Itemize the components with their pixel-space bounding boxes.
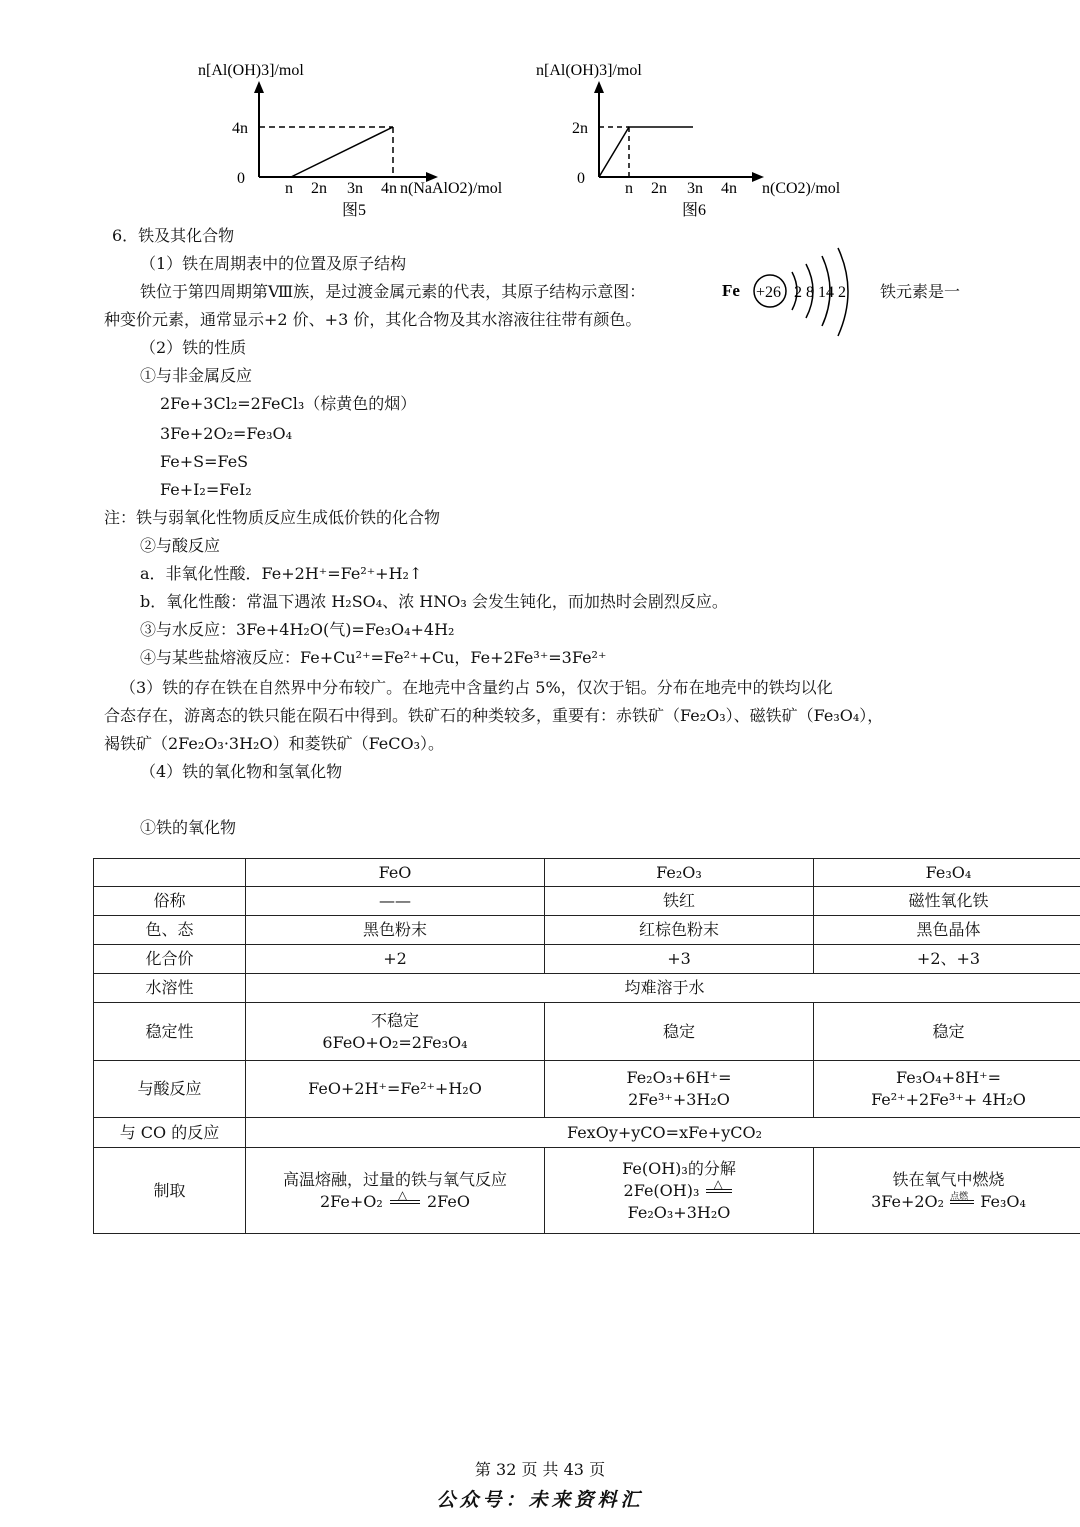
header-cell-feo: FeO xyxy=(246,859,545,887)
reaction-fe-o2: 3Fe+2O₂=Fe₃O₄ xyxy=(160,424,293,443)
table-cell: +2、+3 xyxy=(814,945,1080,974)
eq-left: 3Fe+2O₂ xyxy=(871,1191,945,1211)
row-label: 稳定性 xyxy=(94,1003,246,1061)
subsection-2-title: （2）铁的性质 xyxy=(140,338,247,357)
header-cell-empty xyxy=(94,859,246,887)
fig5-ylabel: n[Al(OH)3]/mol xyxy=(198,62,304,79)
cell-line: Fe₃O₄+8H⁺= xyxy=(895,1068,1002,1087)
header-cell-fe2o3: Fe₂O₃ xyxy=(545,859,814,887)
fig5-xtick-2: 2n xyxy=(311,180,327,197)
fig6-series-line xyxy=(599,127,693,177)
table-cell: 黑色晶体 xyxy=(814,916,1080,945)
cell-line: 6FeO+O₂=2Fe₃O₄ xyxy=(322,1032,468,1052)
cell-line: 铁在氧气中燃烧 xyxy=(892,1169,1005,1189)
table-title-iron-oxides: ①铁的氧化物 xyxy=(140,818,237,837)
ignite-label: 点燃 xyxy=(950,1192,969,1202)
item-4-salt: ④与某些盐熔液反应：Fe+Cu²⁺=Fe²⁺+Cu，Fe+2Fe³⁺=3Fe²⁺ xyxy=(140,648,607,667)
cell-line: Fe₂O₃+3H₂O xyxy=(627,1202,731,1222)
table-cell: 稳定 xyxy=(545,1003,814,1061)
fig5-xtick-3: 3n xyxy=(347,180,363,197)
eq-left: 2Fe(OH)₃ xyxy=(623,1180,700,1200)
table-row-common-name xyxy=(94,887,1080,916)
row-label: 色、态 xyxy=(94,916,246,945)
fig5-series-line xyxy=(291,127,393,177)
heat-condition-sign xyxy=(388,1188,422,1208)
table-cell: —— xyxy=(246,887,545,916)
table-cell: 稳定 xyxy=(814,1003,1080,1061)
item-2-acid: ②与酸反应 xyxy=(140,536,221,555)
table-row-valence xyxy=(94,945,1080,974)
table-cell: 黑色粉末 xyxy=(246,916,545,945)
table-cell: FeO+2H⁺=Fe²⁺+H₂O xyxy=(246,1061,545,1118)
para-1-line-b: 铁元素是一 xyxy=(880,282,961,301)
table-cell xyxy=(246,1148,545,1234)
subsection-3-line-b: 合态存在，游离态的铁只能在陨石中得到。铁矿石的种类较多，重要有：赤铁矿（Fe₂O₃）、磁铁矿（Fe₃O₄）， xyxy=(104,706,884,725)
cell-line xyxy=(250,1188,540,1213)
subsection-1-title: （1）铁在周期表中的位置及原子结构 xyxy=(140,254,407,273)
figure-5-chart xyxy=(190,55,550,225)
table-header-row xyxy=(94,859,1080,887)
table-cell xyxy=(814,1148,1080,1234)
fig5-xtick-1: n xyxy=(285,180,293,197)
fig5-xlabel: n(NaAlO2)/mol xyxy=(400,180,503,197)
fig5-title: 图5 xyxy=(342,202,367,219)
page-number: 第 32 页 共 43 页 xyxy=(474,1460,606,1479)
reaction-fe-s: Fe+S=FeS xyxy=(160,452,249,471)
row-label: 制取 xyxy=(94,1148,246,1234)
subsection-3-line-c: 褐铁矿（2Fe₂O₃·3H₂O）和菱铁矿（FeCO₃）。 xyxy=(104,734,445,753)
fig6-ylabel: n[Al(OH)3]/mol xyxy=(536,62,642,79)
fig5-xtick-4: 4n xyxy=(381,180,397,197)
fig6-xtick-3: 3n xyxy=(687,180,703,197)
fig6-xtick-2: 2n xyxy=(651,180,667,197)
table-cell xyxy=(545,1061,814,1118)
fig6-xtick-1: n xyxy=(625,180,633,197)
cell-line: Fe₂O₃+6H⁺= xyxy=(626,1068,732,1087)
cell-line: 2Fe³⁺+3H₂O xyxy=(628,1090,730,1109)
fig6-xtick-4: 4n xyxy=(721,180,737,197)
cell-line xyxy=(549,1177,809,1202)
table-cell: 均难溶于水 xyxy=(246,974,1080,1003)
heat-triangle-icon: △ xyxy=(397,1188,408,1202)
fig6-ytick-0: 0 xyxy=(577,170,585,187)
table-cell: 红棕色粉末 xyxy=(545,916,814,945)
table-cell: 磁性氧化铁 xyxy=(814,887,1080,916)
fe-atom-structure-diagram xyxy=(718,244,868,340)
cell-line xyxy=(818,1191,1079,1213)
section-6-heading: 6．铁及其化合物 xyxy=(112,226,235,245)
table-row-color-state xyxy=(94,916,1080,945)
iron-oxides-table xyxy=(93,858,1080,1234)
atom-electron-shells: 2 8 14 2 xyxy=(794,284,846,301)
table-row-acid-reaction xyxy=(94,1061,1080,1118)
cell-line: Fe(OH)₃的分解 xyxy=(622,1158,736,1178)
table-cell xyxy=(545,1148,814,1234)
fig6-xlabel: n(CO2)/mol xyxy=(762,180,841,197)
cell-line: Fe²⁺+2Fe³⁺+ 4H₂O xyxy=(871,1090,1026,1109)
heat-condition-sign xyxy=(704,1177,734,1197)
table-row-stability xyxy=(94,1003,1080,1061)
table-row-co-reaction xyxy=(94,1118,1080,1148)
reaction-fe-i2: Fe+I₂=FeI₂ xyxy=(160,480,252,499)
table-cell: 铁红 xyxy=(545,887,814,916)
eq-right: 2FeO xyxy=(427,1191,470,1211)
fig5-y-arrow xyxy=(254,81,264,93)
row-label: 俗称 xyxy=(94,887,246,916)
table-row-solubility xyxy=(94,974,1080,1003)
row-label: 水溶性 xyxy=(94,974,246,1003)
subsection-4-title: （4）铁的氧化物和氢氧化物 xyxy=(140,762,343,781)
row-label: 与酸反应 xyxy=(94,1061,246,1118)
fig5-ytick-0: 0 xyxy=(237,170,245,187)
table-cell: +3 xyxy=(545,945,814,974)
table-row-preparation xyxy=(94,1148,1080,1234)
acid-b-oxidizing: b．氧化性酸：常温下遇浓 H₂SO₄、浓 HNO₃ 会发生钝化，而加热时会剧烈反应。 xyxy=(140,592,728,611)
fig6-ytick-1: 2n xyxy=(572,120,588,137)
footer-brand: 公众号：未来资料汇 xyxy=(436,1489,644,1511)
eq-left: 2Fe+O₂ xyxy=(320,1191,383,1211)
table-cell xyxy=(246,1003,545,1061)
cell-line: 高温熔融，过量的铁与氧气反应 xyxy=(282,1169,507,1189)
eq-right: Fe₃O₄ xyxy=(980,1191,1026,1211)
table-cell: +2 xyxy=(246,945,545,974)
heat-triangle-icon: △ xyxy=(713,1177,723,1191)
fig6-y-arrow xyxy=(594,81,604,93)
para-1-line-a: 铁位于第四周期第Ⅷ族，是过渡金属元素的代表，其原子结构示意图： xyxy=(140,282,646,301)
table-cell: FexOy+yCO=xFe+yCO₂ xyxy=(246,1118,1080,1148)
ignite-condition-sign xyxy=(949,1192,975,1208)
row-label: 化合价 xyxy=(94,945,246,974)
cell-line: 不稳定 xyxy=(370,1010,419,1030)
fig6-title: 图6 xyxy=(682,202,707,219)
subsection-3-line-a: （3）铁的存在铁在自然界中分布较广。在地壳中含量约占 5%，仅次于铝。分布在地壳中的铁均以化 xyxy=(120,678,833,697)
note-line: 注：铁与弱氧化性物质反应生成低价铁的化合物 xyxy=(104,508,441,527)
atom-symbol: Fe xyxy=(722,281,740,300)
header-cell-fe3o4: Fe₃O₄ xyxy=(814,859,1080,887)
figure-6-chart xyxy=(530,55,890,225)
atom-nucleus-charge: +26 xyxy=(756,284,782,301)
para-1-line-c: 种变价元素，通常显示+2 价、+3 价，其化合物及其水溶液往往带有颜色。 xyxy=(104,310,642,329)
item-3-water: ③与水反应：3Fe+4H₂O(气)=Fe₃O₄+4H₂ xyxy=(140,620,455,639)
row-label: 与 CO 的反应 xyxy=(94,1118,246,1148)
acid-a-nonoxidizing: a．非氧化性酸．Fe+2H⁺=Fe²⁺+H₂↑ xyxy=(140,564,423,583)
item-1-nonmetal: ①与非金属反应 xyxy=(140,366,253,385)
reaction-fe-cl2: 2Fe+3Cl₂=2FeCl₃（棕黄色的烟） xyxy=(160,394,417,413)
table-cell xyxy=(814,1061,1080,1118)
fig5-ytick-1: 4n xyxy=(232,120,248,137)
